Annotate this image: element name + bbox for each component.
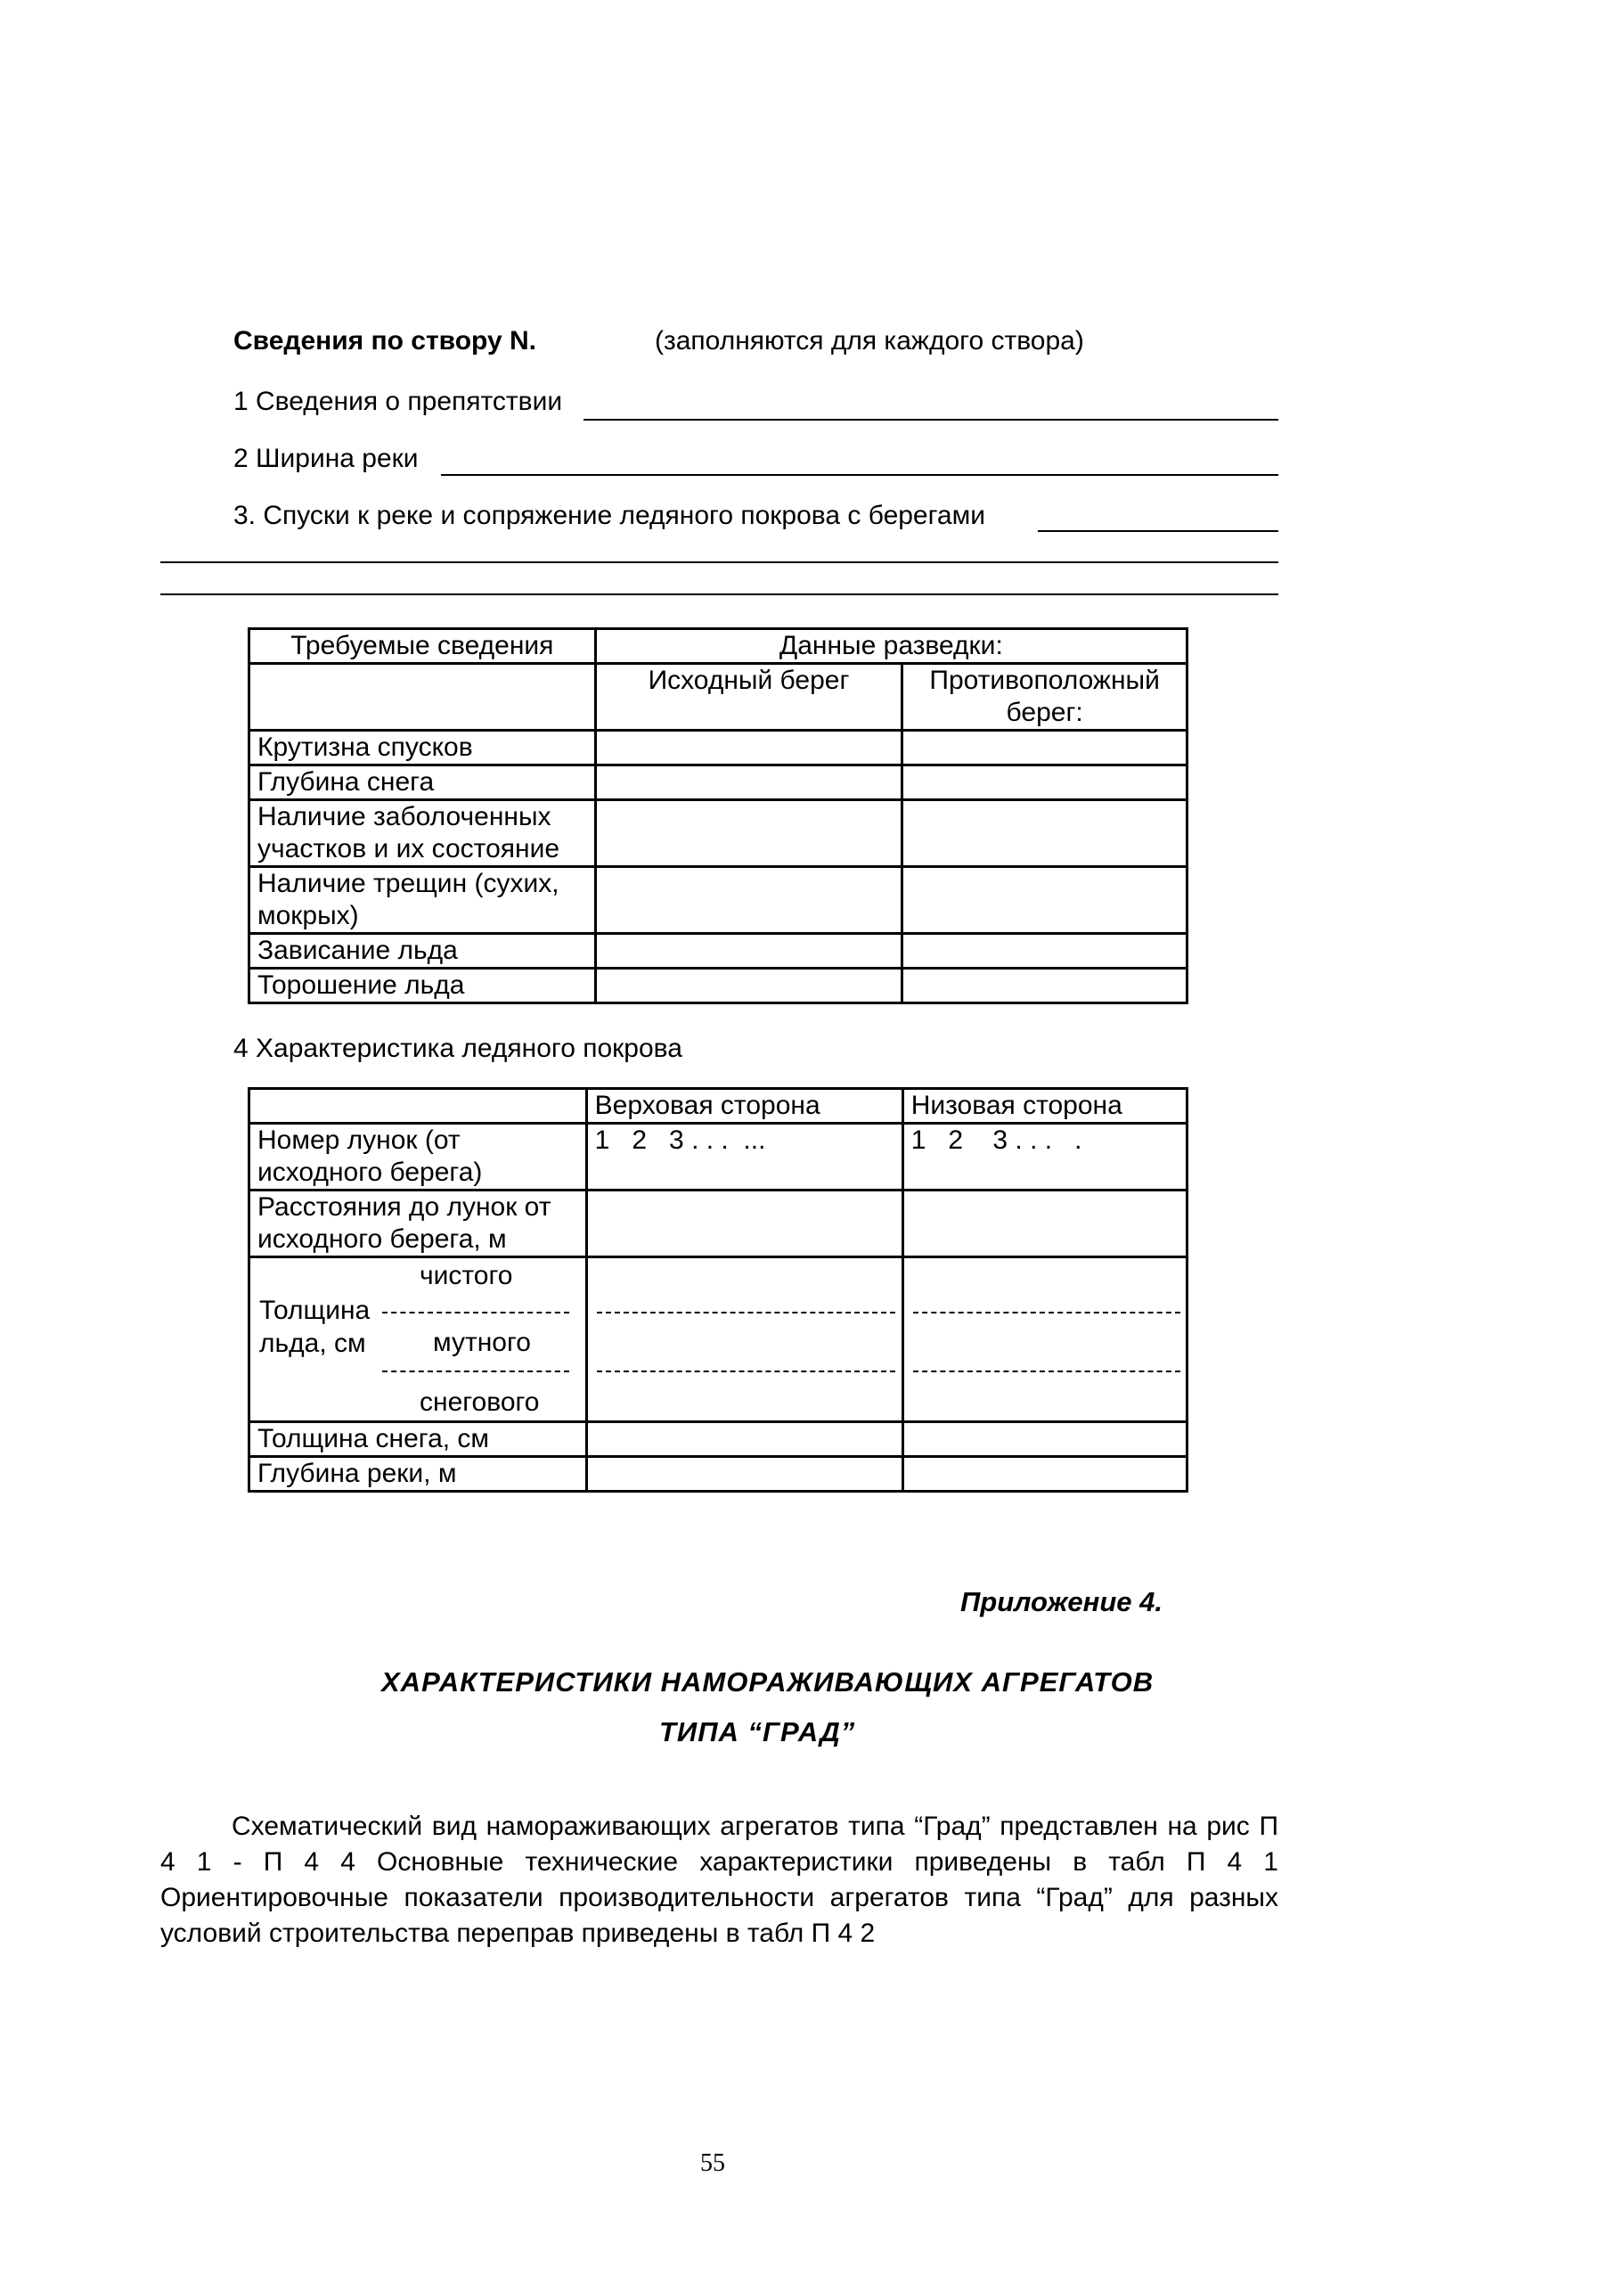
cell-downstream	[902, 1191, 1187, 1257]
table-row	[249, 867, 1187, 934]
header-required-info: Требуемые сведения	[249, 629, 596, 664]
cell-downstream-thickness	[902, 1257, 1187, 1422]
cell-upstream	[586, 1191, 902, 1257]
item-descents: 3. Спуски к реке и сопряжение ледяного покрова с берегами	[233, 501, 985, 530]
row-label-slope: Крутизна спусков	[249, 731, 596, 765]
divider-dashed	[382, 1312, 569, 1313]
header-origin-bank: Исходный берег	[595, 664, 902, 731]
ice-type-cloudy: мутного	[433, 1328, 531, 1357]
page-number: 55	[700, 2149, 725, 2177]
row-label-distance: Расстояния до лунок от исходного берега, м	[249, 1191, 587, 1257]
fill-line-river-width	[441, 474, 1278, 476]
section-title: Сведения по створу N.	[233, 326, 537, 356]
cell-origin	[595, 731, 902, 765]
table-row	[249, 765, 1187, 800]
divider-dashed	[913, 1371, 1180, 1372]
appendix-label: Приложение 4.	[960, 1586, 1163, 1617]
cell-opposite	[902, 969, 1187, 1003]
table-row	[249, 800, 1187, 867]
header-empty-cell	[249, 664, 596, 731]
cell-upstream	[586, 1457, 902, 1492]
table-row	[249, 969, 1187, 1003]
ice-type-clear: чистого	[420, 1261, 513, 1290]
header-opposite-bank: Противоположный берег:	[902, 664, 1187, 731]
cell-upstream	[586, 1422, 902, 1457]
cell-upstream-thickness	[586, 1257, 902, 1422]
divider-dashed	[597, 1312, 895, 1313]
header-survey-data: Данные разведки:	[595, 629, 1187, 664]
cell-origin	[595, 765, 902, 800]
cell-downstream	[902, 1422, 1187, 1457]
divider-dashed	[382, 1371, 569, 1372]
cell-origin	[595, 934, 902, 969]
cell-origin	[595, 800, 902, 867]
cell-opposite	[902, 867, 1187, 934]
cell-opposite	[902, 800, 1187, 867]
appendix-title-line2: ТИПА “ГРАД”	[659, 1716, 856, 1747]
fill-line-obstacle	[583, 419, 1278, 421]
row-label-ice-thickness	[249, 1257, 587, 1422]
fill-line-extra-2	[160, 593, 1278, 595]
row-label-river-depth: Глубина реки, м	[249, 1457, 587, 1492]
table-row	[249, 731, 1187, 765]
table-row	[249, 1457, 1187, 1492]
cell-origin	[595, 969, 902, 1003]
section-note: (заполняются для каждого створа)	[655, 326, 1084, 356]
row-label-holes: Номер лунок (от исходного берега)	[249, 1124, 587, 1191]
appendix-paragraph: Схематический вид намораживающих агрегатов типа “Град” представлен на рис П 4 1 - П 4 4 Основные технические характеристики приведены в табл П 4 1 Ориентировочные показатели производительности агрегатов типа “Град” для разных условий строительства переправ приведены в табл П 4 2	[160, 1812, 1278, 1948]
table-row	[249, 1257, 1187, 1422]
row-label-snow-thickness: Толщина снега, см	[249, 1422, 587, 1457]
cell-opposite	[902, 765, 1187, 800]
header-downstream: Низовая сторона	[902, 1089, 1187, 1124]
cell-origin	[595, 867, 902, 934]
cell-opposite	[902, 731, 1187, 765]
divider-dashed	[913, 1312, 1180, 1313]
fill-line-extra-1	[160, 561, 1278, 563]
row-label-ice-hanging: Зависание льда	[249, 934, 596, 969]
row-label-swamps: Наличие заболоченных участков и их состояние	[249, 800, 596, 867]
table-row	[249, 1191, 1187, 1257]
row-label-snow-depth: Глубина снега	[249, 765, 596, 800]
cell-opposite	[902, 934, 1187, 969]
table-row	[249, 934, 1187, 969]
ice-type-snow: снегового	[420, 1387, 540, 1417]
table-row	[249, 1124, 1187, 1191]
holes-downstream: 1 2 3 . . . .	[902, 1124, 1187, 1191]
cell-downstream	[902, 1457, 1187, 1492]
header-empty-cell	[249, 1089, 587, 1124]
survey-table	[248, 627, 1188, 1004]
row-label-cracks: Наличие трещин (сухих, мокрых)	[249, 867, 596, 934]
divider-dashed	[597, 1371, 895, 1372]
section-ice-cover: 4 Характеристика ледяного покрова	[233, 1034, 682, 1063]
header-upstream: Верховая сторона	[586, 1089, 902, 1124]
holes-upstream: 1 2 3 . . . ...	[586, 1124, 902, 1191]
item-river-width: 2 Ширина реки	[233, 444, 419, 473]
fill-line-descents	[1038, 530, 1278, 532]
item-obstacle: 1 Сведения о препятствии	[233, 387, 563, 416]
table-row	[249, 1422, 1187, 1457]
ice-cover-table	[248, 1087, 1188, 1493]
row-label-ice-hummocking: Торошение льда	[249, 969, 596, 1003]
ice-thickness-label: Толщина льда, см	[259, 1296, 371, 1358]
appendix-title: ХАРАКТЕРИСТИКИ НАМОРАЖИВАЮЩИХ АГРЕГАТОВ	[381, 1666, 1155, 1698]
